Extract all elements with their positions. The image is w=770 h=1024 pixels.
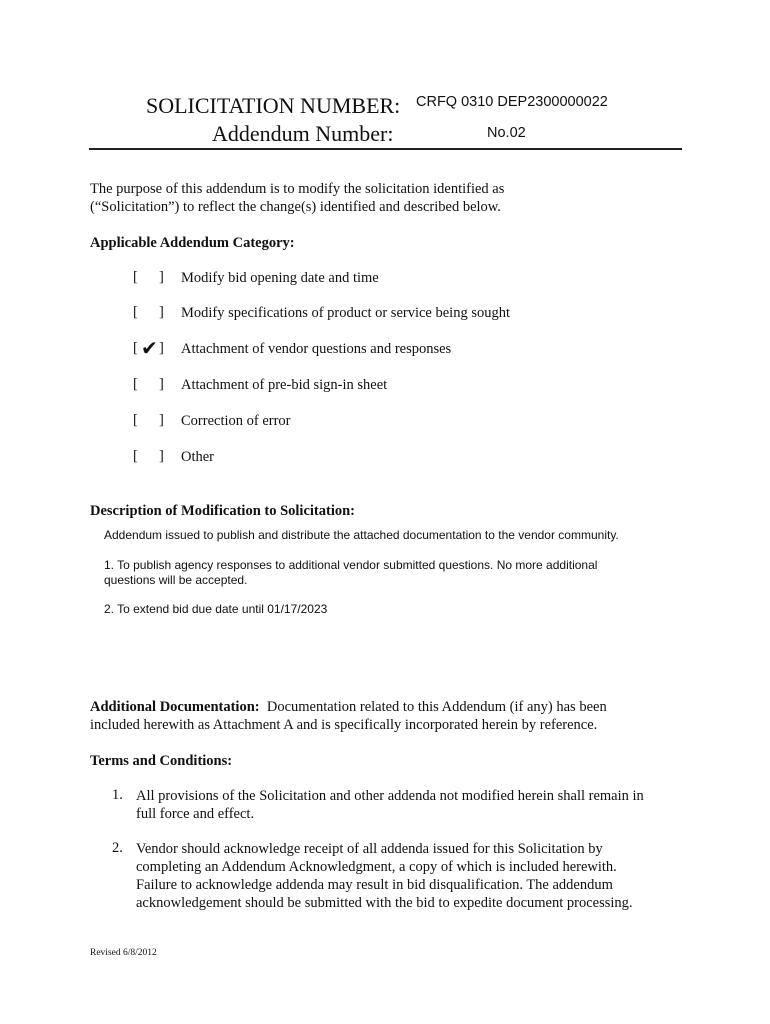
category-item-label: Modify bid opening date and time bbox=[181, 269, 379, 286]
category-checkbox[interactable]: [ ] bbox=[133, 269, 164, 285]
category-item bbox=[133, 268, 379, 288]
category-item-label: Attachment of pre-bid sign-in sheet bbox=[181, 376, 388, 393]
category-item bbox=[133, 303, 510, 323]
header-divider bbox=[89, 148, 682, 150]
revised-date: Revised 6/8/2012 bbox=[90, 948, 157, 958]
additional-documentation-line-1: Documentation related to this Addendum (if any) has been bbox=[266, 699, 607, 715]
term-number: 1. bbox=[112, 787, 123, 803]
category-checkbox-checked[interactable]: [ ✔ ] bbox=[133, 336, 164, 360]
terms-heading: Terms and Conditions: bbox=[90, 753, 233, 769]
category-heading: Applicable Addendum Category: bbox=[90, 235, 295, 251]
description-line: Addendum issued to publish and distribute the attached documentation to the vendor community. bbox=[104, 528, 619, 542]
addendum-number-label: Addendum Number: bbox=[212, 121, 394, 146]
category-item bbox=[133, 336, 452, 360]
category-checkbox[interactable]: [ ] bbox=[133, 448, 164, 464]
category-checkbox[interactable]: [ ] bbox=[133, 412, 164, 428]
category-item-label: Correction of error bbox=[181, 412, 291, 429]
term-line: Vendor should acknowledge receipt of all addenda issued for this Solicitation by bbox=[136, 841, 603, 857]
category-item bbox=[133, 411, 291, 431]
category-item-label: Other bbox=[181, 448, 215, 465]
additional-documentation-heading: Additional Documentation: bbox=[90, 699, 260, 715]
term-line: completing an Addendum Acknowledgment, a copy of which is included herewith. bbox=[136, 859, 617, 875]
term-number: 2. bbox=[112, 840, 123, 856]
term-line: acknowledgement should be submitted with the bid to expedite document processing. bbox=[136, 895, 633, 911]
solicitation-number-label: SOLICITATION NUMBER: bbox=[146, 93, 401, 118]
term-item bbox=[136, 840, 676, 912]
additional-documentation-line-2: included herewith as Attachment A and is specifically incorporated herein by reference. bbox=[90, 717, 598, 733]
term-line: All provisions of the Solicitation and other addenda not modified herein shall remain in bbox=[136, 788, 644, 804]
term-item bbox=[136, 787, 676, 823]
description-item-1-line-2: questions will be accepted. bbox=[104, 573, 248, 587]
category-checkbox[interactable]: [ ] bbox=[133, 304, 164, 320]
checkmark-icon: ✔ bbox=[141, 336, 158, 360]
category-item-label: Attachment of vendor questions and responses bbox=[181, 340, 452, 357]
purpose-line-1: The purpose of this addendum is to modify the solicitation identified as bbox=[90, 181, 505, 197]
category-item bbox=[133, 375, 387, 395]
purpose-line-2: (“Solicitation”) to reflect the change(s) identified and described below. bbox=[90, 199, 501, 215]
term-line: full force and effect. bbox=[136, 806, 255, 822]
term-line: Failure to acknowledge addenda may result in bid disqualification. The addendum bbox=[136, 877, 613, 893]
category-item-label: Modify specifications of product or service being sought bbox=[181, 304, 510, 321]
category-item bbox=[133, 447, 214, 467]
solicitation-number-value: CRFQ 0310 DEP2300000022 bbox=[416, 94, 608, 110]
additional-documentation-paragraph bbox=[90, 698, 607, 734]
description-item-2: 2. To extend bid due date until 01/17/2023 bbox=[104, 602, 328, 616]
description-item-1-line-1: 1. To publish agency responses to additional vendor submitted questions. No more additional bbox=[104, 558, 598, 572]
description-heading: Description of Modification to Solicitation: bbox=[90, 503, 356, 519]
purpose-paragraph bbox=[90, 180, 504, 216]
category-checkbox[interactable]: [ ] bbox=[133, 376, 164, 392]
addendum-number-value: No.02 bbox=[487, 125, 526, 141]
